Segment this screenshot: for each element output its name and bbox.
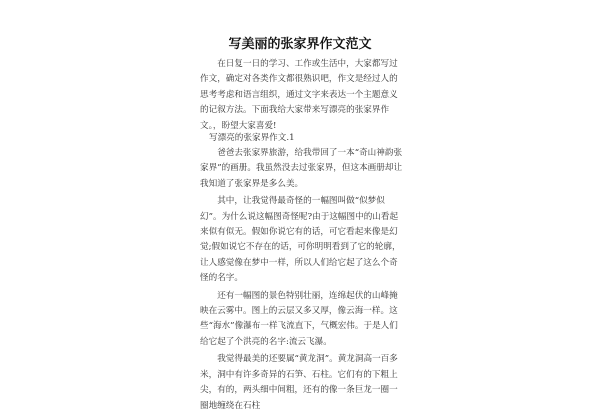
document-title: 写美丽的张家界作文范文 bbox=[228, 37, 372, 52]
essay-body bbox=[200, 146, 405, 416]
essay-paragraph: 我觉得最美的还要属“黄龙洞”。黄龙洞高一百多米，洞中有许多奇异的石笋、石柱。它们有的下粗上尖，有的，两头细中间粗，还有的像一条巨龙一圈一圈地缠绕在石柱 bbox=[200, 354, 398, 411]
essay-paragraph: 爸爸去张家界旅游，给我带回了一本“奇山神韵张家界”的画册。我虽然没去过张家界，但这本画册却让我知道了张家界是多么美。 bbox=[200, 148, 403, 189]
intro-paragraph: 在日复一日的学习、工作或生活中，大家都写过作文，确定对各类作文都很熟识吧，作文是经过人的思考考虑和语言组织，通过文字来表达一个主题意义的记叙方法。下面我给大家带来写漂亮的张家界作文。，盼望大家喜爱! bbox=[200, 59, 398, 131]
intro-block bbox=[200, 57, 405, 136]
essay-paragraph: 还有一幅图的景色特别壮丽，连绵起伏的山峰掩映在云雾中。图上的云层又多又厚，像云海一样。这些“海水”像瀑布一样飞流直下，气概宏伟。于是人们给它起了个洪亮的名字:流云飞瀑。 bbox=[200, 290, 398, 347]
essay-title: 写漂亮的张家界作文.1 bbox=[209, 133, 295, 143]
essay-paragraph: 其中，让我觉得最奇怪的一幅图叫做“似梦似幻”。为什么说这幅图奇怪呢?由于这幅图中的山看起来似有似无。假如你说它有的话，可它看起来像是幻觉;假如说它不存在的话，可你明明看到了它的轮廓，让人感觉像在梦中一样，所以人们给它起了这么个奇怪的名字。 bbox=[200, 196, 401, 284]
